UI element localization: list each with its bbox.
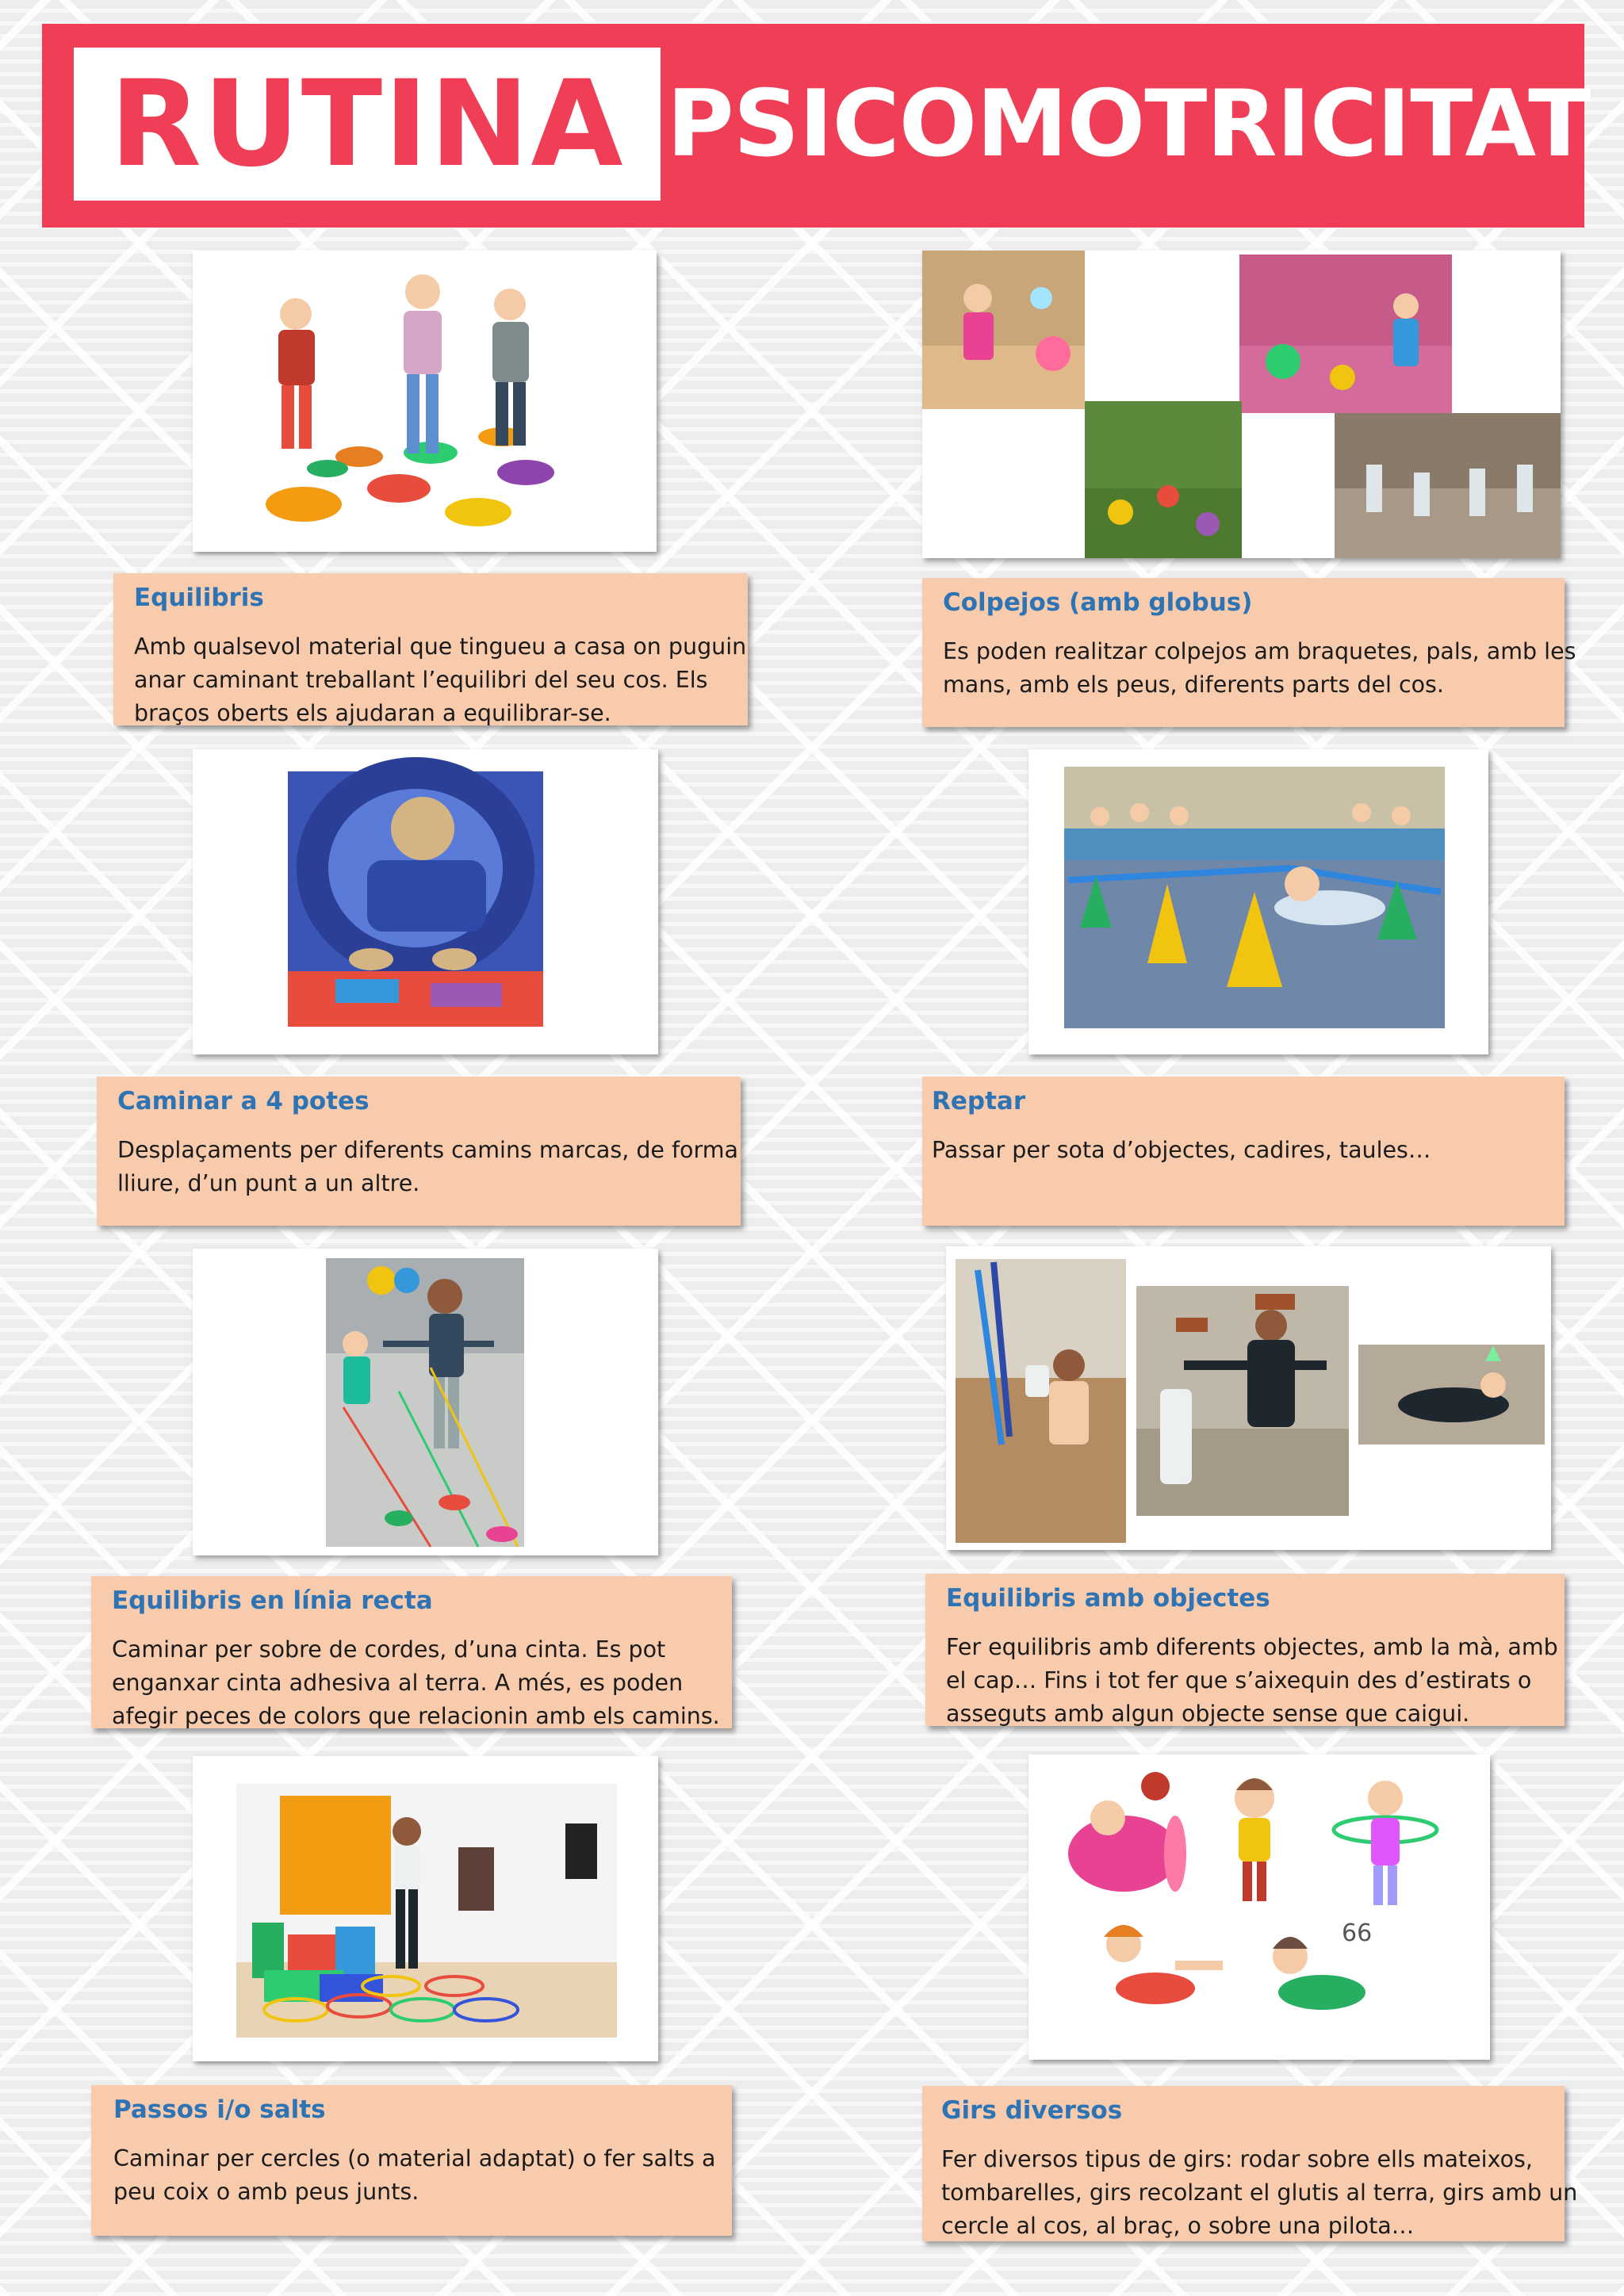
- activity-line: el cap… Fins i tot fer que s’aixequin des d’estirats o: [946, 1667, 1532, 1693]
- activity-line: cercle al cos, al braç, o sobre una pilota…: [941, 2213, 1415, 2239]
- activity-title: Reptar: [932, 1087, 1026, 1115]
- activity-line: Passar per sota d’objectes, cadires, taules…: [932, 1137, 1431, 1163]
- activity-description: [112, 1633, 720, 1733]
- activity-line: lliure, d’un punt a un altre.: [117, 1170, 420, 1196]
- activity-line: tombarelles, girs recolzant el glutis al terra, girs amb un: [941, 2179, 1578, 2206]
- activity-description: [941, 2143, 1578, 2243]
- activity-line: peu coix o amb peus junts.: [113, 2179, 419, 2205]
- photo-reptar: [1028, 749, 1488, 1054]
- title-banner: [42, 24, 1591, 228]
- photo-equilibris-linia-recta: [193, 1249, 658, 1556]
- activity-card: [922, 578, 1576, 727]
- activity-card: [925, 1574, 1565, 1726]
- activity-line: Fer equilibris amb diferents objectes, amb la mà, amb: [946, 1634, 1558, 1660]
- page-title-psicomotricitat: PSICOMOTRICITAT: [666, 70, 1591, 178]
- activity-line: Es poden realitzar colpejos am braquetes, pals, amb les: [943, 638, 1576, 664]
- activity-line: braços oberts els ajudaran a equilibrar-se.: [134, 700, 611, 726]
- photo-colpejos-collage: [922, 251, 1561, 558]
- activity-title: Passos i/o salts: [113, 2095, 326, 2124]
- activity-line: anar caminant treballant l’equilibri del seu cos. Els: [134, 667, 708, 693]
- activity-card: [91, 1576, 732, 1728]
- activity-title: Equilibris en línia recta: [112, 1586, 433, 1615]
- activity-title: Caminar a 4 potes: [117, 1087, 370, 1115]
- photo-passos-salts: [193, 1756, 658, 2061]
- activity-line: enganxar cinta adhesiva al terra. A més, es poden: [112, 1670, 684, 1696]
- activity-description: [943, 635, 1576, 702]
- activity-description: [946, 1631, 1558, 1731]
- activity-card: [97, 1077, 741, 1226]
- photo-girs-diversos: [1028, 1755, 1490, 2060]
- page-title-rutina: RUTINA: [109, 55, 625, 193]
- photo-equilibris: [193, 251, 657, 552]
- activity-card: [922, 1077, 1565, 1226]
- activity-title: Equilibris: [134, 584, 264, 612]
- activity-title: Girs diversos: [941, 2096, 1123, 2125]
- photo-equilibris-objectes-collage: [946, 1246, 1551, 1550]
- activity-line: Caminar per sobre de cordes, d’una cinta. Es pot: [112, 1636, 666, 1663]
- activity-card: [922, 2086, 1578, 2241]
- svg-text:66: 66: [1342, 1919, 1373, 1947]
- activity-line: mans, amb els peus, diferents parts del cos.: [943, 672, 1444, 698]
- photo-caminar-4-potes: [193, 749, 658, 1054]
- activity-line: Amb qualsevol material que tingueu a casa on puguin: [134, 633, 747, 660]
- activity-card: [113, 573, 748, 725]
- activity-title: Colpejos (amb globus): [943, 588, 1253, 617]
- activity-description: [134, 630, 747, 730]
- activity-description: [932, 1134, 1549, 1167]
- activity-card: [91, 2085, 732, 2236]
- activity-line: afegir peces de colors que relacionin amb els camins.: [112, 1703, 720, 1729]
- title-box: [74, 48, 661, 201]
- activity-title: Equilibris amb objectes: [946, 1584, 1270, 1613]
- activity-description: [113, 2142, 716, 2209]
- activity-line: asseguts amb algun objecte sense que caigui.: [946, 1701, 1470, 1727]
- activity-line: Caminar per cercles (o material adaptat) o fer salts a: [113, 2145, 716, 2172]
- activity-line: Desplaçaments per diferents camins marcas, de forma: [117, 1137, 738, 1163]
- activity-line: Fer diversos tipus de girs: rodar sobre ells mateixos,: [941, 2146, 1533, 2172]
- activity-description: [117, 1134, 738, 1200]
